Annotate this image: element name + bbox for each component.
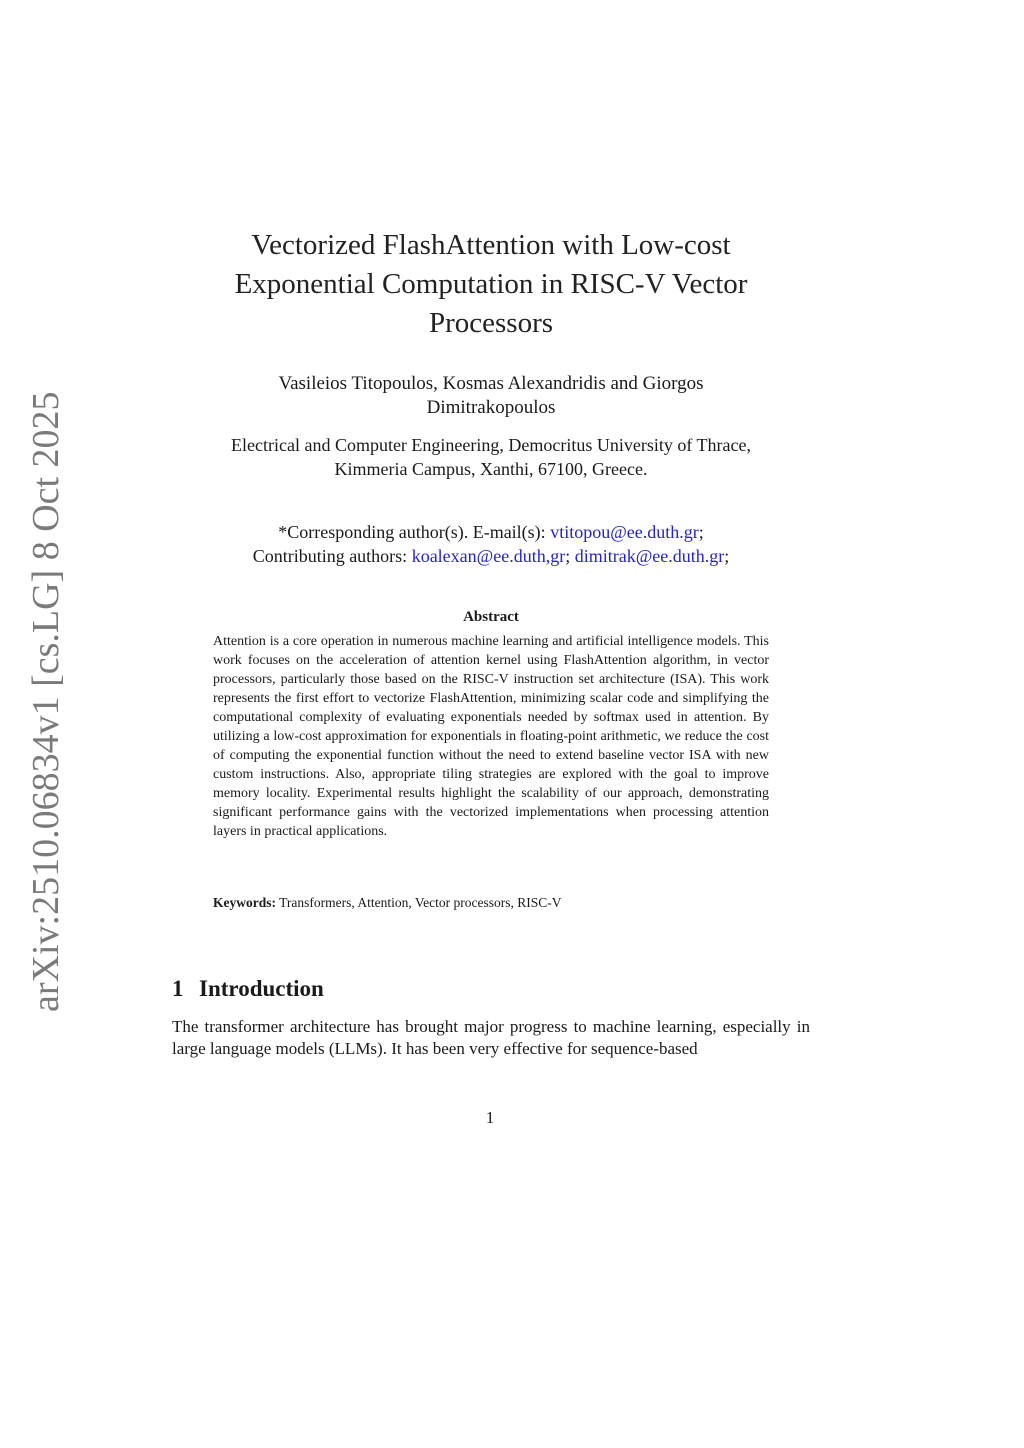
corresponding-suffix: ; [698,522,704,542]
affiliation-line-2: Kimmeria Campus, Xanthi, 67100, Greece. [334,459,648,479]
contributing-separator: ; [565,546,575,566]
corresponding-author-line [170,520,812,544]
paper-title: Vectorized FlashAttention with Low-cost Exponential Computation in RISC-V Vector Processors [234,229,748,339]
contributing-authors-label: Contributing authors: [252,546,412,566]
abstract-text: Attention is a core operation in numerous machine learning and artificial intelligence models. This work focuses on the acceleration of attention kernel using FlashAttention algorithm, in vector processors, particularly those based on the RISC-V instruction set architecture (ISA). This work represents the first effort to vectorize FlashAttention, minimizing scalar code and simplifying the computational complexity of evaluating exponentials needed by softmax used in attention. By utilizing a low-cost approximation for exponentials in floating-point arithmetic, we reduce the cost of computing the exponential function without the need to extend baseline vector ISA with new custom instructions. Also, appropriate tiling strategies are explored with the goal to improve memory locality. Experimental results highlight the scalability of our approach, demonstrating significant performance gains with the vectorized implementations when processing attention layers in practical applications. [213,634,769,839]
contact-block [170,520,812,568]
corresponding-email-link[interactable]: vtitopou@ee.duth.gr [550,522,699,542]
author-list: Vasileios Titopoulos, Kosmas Alexandridis and Giorgos Dimitrakopoulos [278,373,704,418]
keywords-list: Transformers, Attention, Vector processors, RISC-V [279,895,562,910]
contributing-email-link-1[interactable]: koalexan@ee.duth,gr [411,546,566,566]
keywords-label: Keywords: [213,895,276,910]
corresponding-author-label: *Corresponding author(s). E-mail(s): [278,522,551,542]
contributing-suffix: ; [724,546,730,566]
arxiv-identifier-stamp: arXiv:2510.06834v1 [cs.LG] 8 Oct 2025 [25,391,67,1012]
contributing-authors-line [170,544,812,568]
contributing-email-link-2[interactable]: dimitrak@ee.duth.gr [574,546,725,566]
abstract-heading: Abstract [463,609,519,625]
affiliation-line-1: Electrical and Computer Engineering, Democritus University of Thrace, [231,435,751,455]
keywords-line [213,894,769,912]
section-number: 1 [172,976,184,1001]
section-title: Introduction [199,976,324,1001]
section-heading-introduction [172,974,812,1004]
affiliation [170,433,812,481]
page-number: 1 [485,1108,495,1127]
introduction-paragraph: The transformer architecture has brought major progress to machine learning, especially in large language models (LLMs). It has been very effective for sequence-based [172,1017,810,1058]
